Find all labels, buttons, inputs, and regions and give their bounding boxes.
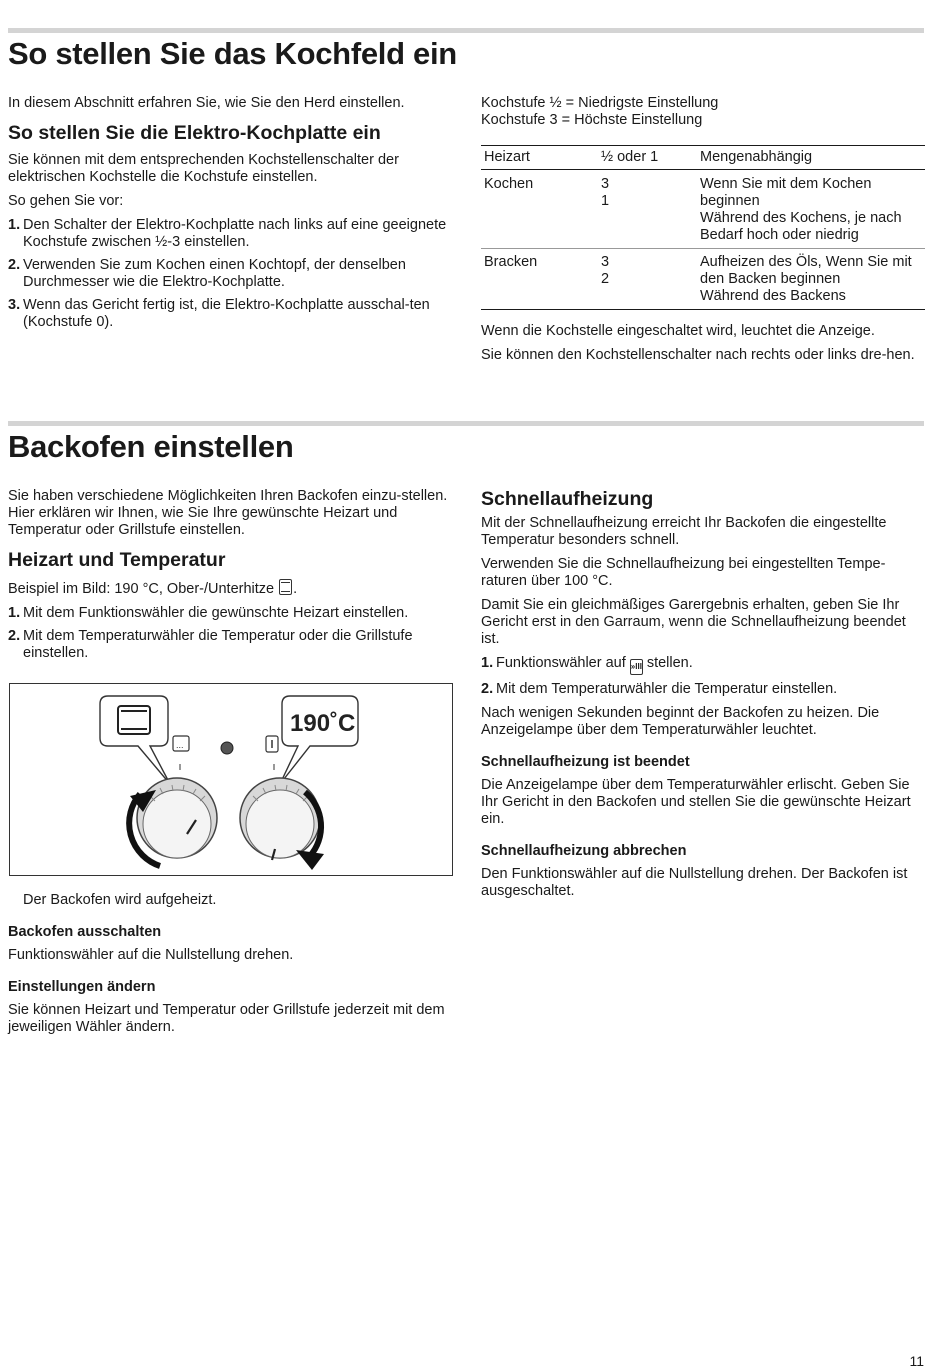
example-label: Beispiel im Bild: 190 °C, Ober-/Unterhitze	[8, 581, 275, 597]
step-text: Wenn das Gericht fertig ist, die Elektro-Kochplatte ausschal-ten (Kochstufe 0).	[23, 297, 430, 330]
step-text: Funktionswähler auf	[496, 655, 626, 671]
table-header-cell: ½ oder 1	[598, 146, 697, 170]
section2-left-column	[8, 488, 450, 669]
level-value: 2	[601, 271, 610, 287]
step-number: 3.	[8, 297, 21, 313]
section2-left-lower	[8, 892, 450, 1043]
desc-text: Während des Backens	[700, 288, 846, 304]
paragraph: Sie können Heizart und Temperatur oder Grillstufe jederzeit mit dem jeweiligen Wähler ändern.	[8, 1002, 445, 1035]
paragraph: Die Anzeigelampe über dem Temperaturwähler erlischt. Geben Sie Ihr Gericht in den Backofen und stellen Sie die gewünschte Heizart ein.	[481, 777, 911, 827]
table-cell	[598, 170, 697, 249]
figure-caption: Der Backofen wird aufgeheizt.	[23, 892, 217, 908]
subheading-einstellungen: Einstellungen ändern	[8, 979, 156, 995]
list-item	[481, 681, 923, 698]
level-value: 3	[601, 254, 610, 270]
section1-left-column	[8, 95, 448, 338]
table-cell	[697, 249, 925, 310]
list-item	[8, 605, 450, 622]
step-text: Den Schalter der Elektro-Kochplatte nach links auf eine geeignete Kochstufe zwischen ½-3 einstellen.	[23, 217, 447, 250]
temperature-display: 190˚C	[290, 710, 356, 737]
subtitle-kochplatte: So stellen Sie die Elektro-Kochplatte ein	[8, 122, 381, 144]
step-number: 2.	[8, 628, 21, 644]
fast-preheat-icon: »III	[630, 659, 643, 675]
table-header-row	[481, 146, 925, 170]
list-item	[8, 217, 448, 251]
desc-text: Aufheizen des Öls, Wenn Sie mit den Backen beginnen	[700, 254, 912, 287]
step-number: 2.	[8, 257, 21, 273]
table-cell	[598, 249, 697, 310]
ober-unterhitze-icon	[279, 579, 292, 595]
oven-control-illustration	[9, 683, 453, 876]
subtitle-heizart: Heizart und Temperatur	[8, 549, 226, 571]
table-row	[481, 249, 925, 310]
list-item	[481, 655, 923, 675]
section2-right-column	[481, 488, 923, 907]
section-divider	[8, 28, 924, 33]
paragraph: Den Funktionswähler auf die Nullstellung drehen. Der Backofen ist ausgeschaltet.	[481, 866, 908, 899]
paragraph: Damit Sie ein gleichmäßiges Garergebnis erhalten, geben Sie Ihr Gericht erst in den Garraum, wenn die Schnellaufheizung beendet ist.	[481, 597, 906, 647]
intro-text: In diesem Abschnitt erfahren Sie, wie Sie den Herd einstellen.	[8, 95, 405, 111]
desc-text: Während des Kochens, je nach Bedarf hoch oder niedrig	[700, 210, 902, 243]
section-divider	[8, 421, 924, 426]
steps-list	[481, 655, 923, 698]
step-number: 1.	[481, 655, 494, 671]
subheading-abbrechen: Schnellaufheizung abbrechen	[481, 843, 687, 859]
list-item	[8, 628, 450, 662]
step-number: 1.	[8, 605, 21, 621]
step-text: Verwenden Sie zum Kochen einen Kochtopf, der denselben Durchmesser wie die Elektro-Kochplatte.	[23, 257, 406, 290]
step-number: 1.	[8, 217, 21, 233]
paragraph: Sie können mit dem entsprechenden Kochstellenschalter der elektrischen Kochstelle die Kochstufe einstellen.	[8, 152, 399, 185]
level-value: 1	[601, 193, 610, 209]
step-text: Mit dem Funktionswähler die gewünschte Heizart einstellen.	[23, 605, 409, 621]
list-item	[8, 257, 448, 291]
table-header-cell: Heizart	[481, 146, 598, 170]
list-item	[8, 297, 448, 331]
kochstufe-min: Kochstufe ½ = Niedrigste Einstellung	[481, 95, 719, 111]
section1-right-column	[481, 95, 925, 371]
paragraph: Mit der Schnellaufheizung erreicht Ihr Backofen die eingestellte Temperatur besonders schnell.	[481, 515, 887, 548]
table-cell	[697, 170, 925, 249]
subheading-beendet: Schnellaufheizung ist beendet	[481, 754, 690, 770]
heizart-table	[481, 145, 925, 310]
steps-list	[8, 605, 450, 662]
paragraph: Verwenden Sie die Schnellaufheizung bei eingestellten Tempe-raturen über 100 °C.	[481, 556, 886, 589]
paragraph: Funktionswähler auf die Nullstellung drehen.	[8, 947, 294, 963]
page-number: 11	[909, 1353, 924, 1369]
indicator-dots: ...	[176, 740, 184, 750]
example-text: Beispiel im Bild: 190 °C, Ober-/Unterhitze .	[8, 581, 298, 597]
paragraph: Nach wenigen Sekunden beginnt der Backofen zu heizen. Die Anzeigelampe über dem Temperaturwähler leuchtet.	[481, 705, 880, 738]
paragraph: Sie können den Kochstellenschalter nach rechts oder links dre-hen.	[481, 347, 915, 363]
page-title: So stellen Sie das Kochfeld ein	[8, 36, 457, 71]
step-text: Mit dem Temperaturwähler die Temperatur einstellen.	[496, 681, 838, 697]
section-title-backofen: Backofen einstellen	[8, 429, 294, 464]
intro-text: Sie haben verschiedene Möglichkeiten Ihren Backofen einzu-stellen. Hier erklären wir Ihnen, wie Sie Ihre gewünschte Heizart und Temperatur oder Grillstufe einstellen.	[8, 488, 448, 538]
subheading-ausschalten: Backofen ausschalten	[8, 924, 162, 940]
paragraph: So gehen Sie vor:	[8, 193, 124, 209]
subtitle-schnellaufheizung: Schnellaufheizung	[481, 488, 654, 510]
desc-text: Wenn Sie mit dem Kochen beginnen	[700, 176, 872, 209]
step-text: Mit dem Temperaturwähler die Temperatur oder die Grillstufe einstellen.	[23, 628, 413, 661]
steps-list	[8, 217, 448, 331]
table-cell: Bracken	[481, 249, 598, 310]
table-cell: Kochen	[481, 170, 598, 249]
kochstufe-max: Kochstufe 3 = Höchste Einstellung	[481, 112, 703, 128]
table-row	[481, 170, 925, 249]
table-header-cell: Mengenabhängig	[697, 146, 925, 170]
indicator-lamp	[221, 742, 233, 754]
paragraph: Wenn die Kochstelle eingeschaltet wird, leuchtet die Anzeige.	[481, 323, 875, 339]
control-panel-drawing	[10, 684, 452, 875]
step-text: stellen.	[646, 655, 693, 671]
step-number: 2.	[481, 681, 494, 697]
level-value: 3	[601, 176, 610, 192]
